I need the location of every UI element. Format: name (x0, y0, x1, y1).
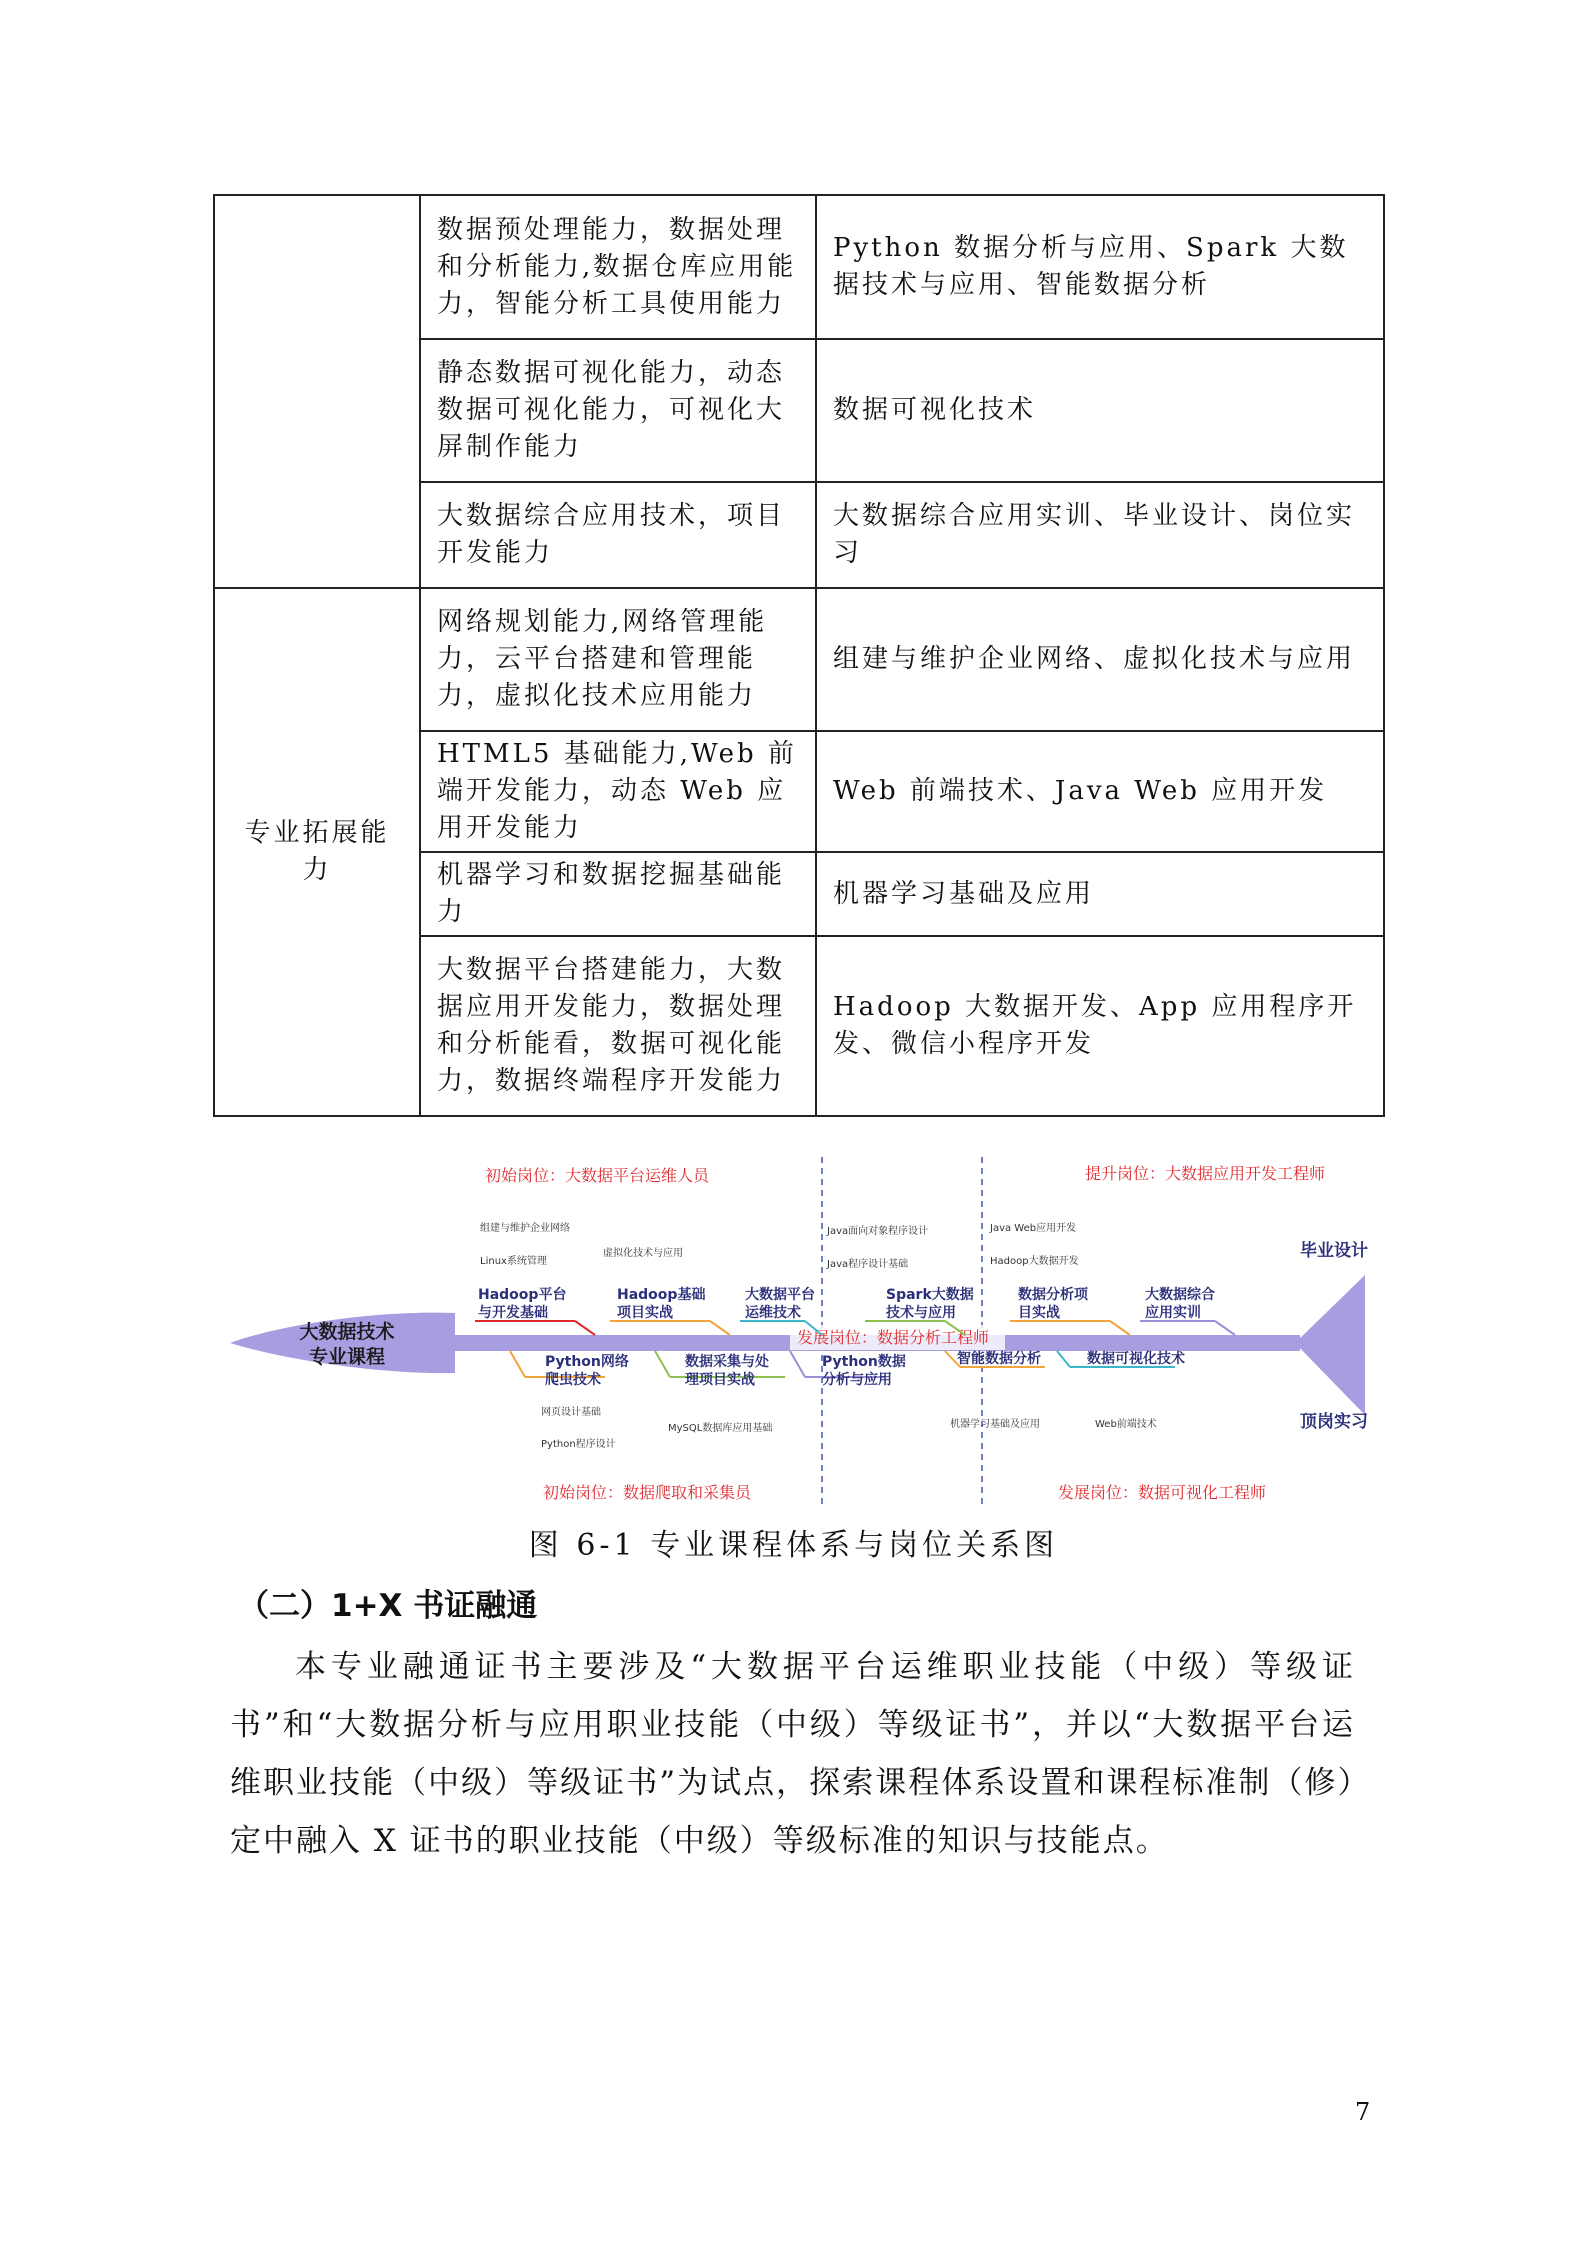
main-course-top-2a: Hadoop基础 (617, 1287, 706, 1303)
main-course-top-1b: 与开发基础 (478, 1305, 548, 1321)
minor-course: Java面向对象程序设计 (827, 1226, 929, 1237)
ability-cell: 网络规划能力,网络管理能力，云平台搭建和管理能力，虚拟化技术应用能力 (420, 588, 816, 731)
ability-cell: HTML5 基础能力,Web 前端开发能力，动态 Web 应用开发能力 (420, 731, 816, 852)
section-paragraph (230, 1638, 1355, 1870)
main-course-bottom-5: 数据可视化技术 (1087, 1351, 1185, 1367)
main-course-top-5a: 数据分析项 (1018, 1287, 1088, 1303)
tail-label-internship: 顶岗实习 (1300, 1412, 1368, 1432)
main-course-top-4a: Spark大数据 (886, 1287, 974, 1303)
paragraph-text: 本专业融通证书主要涉及“大数据平台运维职业技能（中级）等级证书”和“大数据分析与应用职业技能（中级）等级证书”，并以“大数据平台运维职业技能（中级）等级证书”为试点，探索课程体系设置和课程标准制（修）定中融入 X 证书的职业技能（中级）等级标准的知识与技能点。 (230, 1649, 1355, 1859)
minor-course: MySQL数据库应用基础 (668, 1423, 773, 1434)
main-course-bottom-2b: 理项目实战 (685, 1372, 755, 1388)
main-course-bottom-2a: 数据采集与处 (685, 1354, 769, 1370)
section-heading: （二）1+X 书证融通 (238, 1588, 538, 1624)
ability-cell: 大数据平台搭建能力，大数据应用开发能力，数据处理和分析能看，数据可视化能力，数据终端程序开发能力 (420, 936, 816, 1116)
category-cell: 专业拓展能力 (214, 588, 420, 1116)
minor-course: Web前端技术 (1095, 1419, 1157, 1430)
position-top-left: 初始岗位：大数据平台运维人员 (485, 1166, 710, 1185)
page-number: 7 (1355, 2098, 1371, 2126)
position-top-right: 提升岗位：大数据应用开发工程师 (1085, 1164, 1326, 1183)
ability-cell: 机器学习和数据挖掘基础能力 (420, 852, 816, 936)
course-cell: Python 数据分析与应用、Spark 大数据技术与应用、智能数据分析 (816, 195, 1384, 339)
course-cell: 数据可视化技术 (816, 339, 1384, 482)
main-course-bottom-3b: 分析与应用 (822, 1372, 892, 1388)
minor-course: 网页设计基础 (541, 1407, 601, 1418)
minor-course: 机器学习基础及应用 (950, 1419, 1040, 1430)
ability-cell: 数据预处理能力，数据处理和分析能力,数据仓库应用能力，智能分析工具使用能力 (420, 195, 816, 339)
position-center: 发展岗位：数据分析工程师 (797, 1328, 990, 1347)
main-course-top-3b: 运维技术 (745, 1305, 801, 1321)
main-course-bottom-1b: 爬虫技术 (545, 1372, 601, 1388)
main-course-top-1a: Hadoop平台 (478, 1287, 567, 1303)
category-cell (214, 195, 420, 588)
course-cell: Web 前端技术、Java Web 应用开发 (816, 731, 1384, 852)
figure-caption: 图 6-1 专业课程体系与岗位关系图 (528, 1528, 1059, 1563)
main-course-top-3a: 大数据平台 (745, 1287, 815, 1303)
main-course-bottom-4: 智能数据分析 (957, 1351, 1041, 1367)
minor-course: 组建与维护企业网络 (480, 1223, 570, 1234)
main-course-top-5b: 目实战 (1018, 1305, 1060, 1321)
main-course-bottom-3a: Python数据 (822, 1354, 906, 1370)
main-course-top-6a: 大数据综合 (1145, 1287, 1215, 1303)
position-bottom-left: 初始岗位：数据爬取和采集员 (543, 1483, 752, 1502)
fish-head-label-1: 大数据技术 (299, 1321, 395, 1343)
position-bottom-right: 发展岗位：数据可视化工程师 (1058, 1483, 1267, 1502)
minor-course: Hadoop大数据开发 (990, 1256, 1079, 1267)
course-cell: 大数据综合应用实训、毕业设计、岗位实习 (816, 482, 1384, 588)
minor-course: Java程序设计基础 (827, 1259, 909, 1270)
course-cell: 组建与维护企业网络、虚拟化技术与应用 (816, 588, 1384, 731)
tail-label-graduation: 毕业设计 (1300, 1241, 1368, 1261)
course-cell: Hadoop 大数据开发、App 应用程序开发、微信小程序开发 (816, 936, 1384, 1116)
main-course-bottom-1a: Python网络 (545, 1354, 629, 1370)
ability-cell: 静态数据可视化能力，动态数据可视化能力，可视化大屏制作能力 (420, 339, 816, 482)
minor-course: Java Web应用开发 (990, 1223, 1077, 1234)
minor-course: Python程序设计 (541, 1439, 616, 1450)
course-cell: 机器学习基础及应用 (816, 852, 1384, 936)
course-position-diagram (225, 1155, 1370, 1510)
main-course-top-2b: 项目实战 (617, 1305, 673, 1321)
fish-head-label-2: 专业课程 (308, 1346, 386, 1368)
minor-course: 虚拟化技术与应用 (603, 1248, 683, 1259)
ability-course-table (213, 194, 1385, 1117)
main-course-top-6b: 应用实训 (1145, 1305, 1201, 1321)
ability-cell: 大数据综合应用技术，项目开发能力 (420, 482, 816, 588)
minor-course: Linux系统管理 (480, 1256, 547, 1267)
main-course-top-4b: 技术与应用 (886, 1305, 956, 1321)
